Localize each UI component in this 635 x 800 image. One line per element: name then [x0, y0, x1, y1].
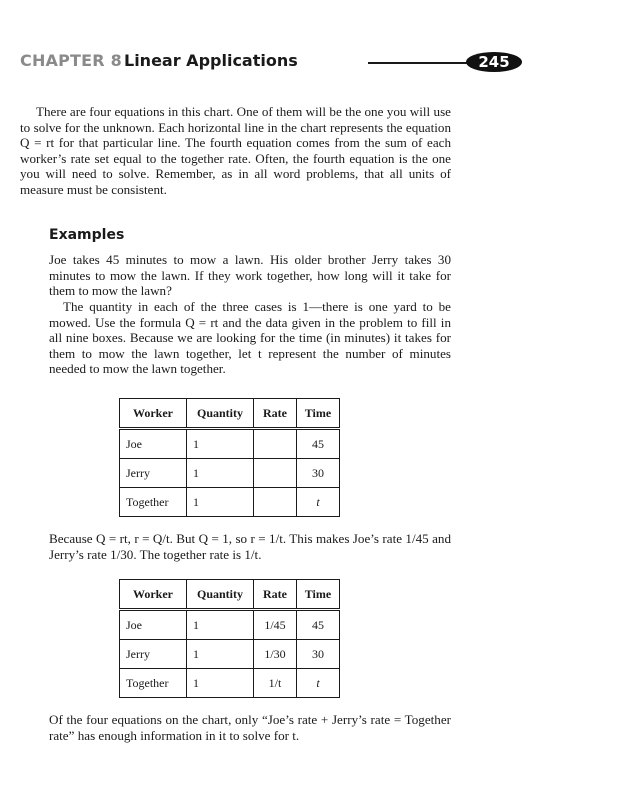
- setup-paragraph: The quantity in each of the three cases is 1—there is one yard to be mowed. Use the formula Q = rt and the data given in the problem to fill in all nine boxes. Because we are looking for the time (in minutes) it takes for them to mow the lawn together, let t represent the number of minutes needed to mow the lawn together.: [49, 299, 451, 377]
- cell-quantity: 1: [187, 669, 254, 698]
- table-row: [120, 669, 340, 698]
- header-rule: [368, 62, 472, 64]
- table-row: [120, 488, 340, 517]
- header-rate: Rate: [254, 399, 297, 429]
- cell-worker: Jerry: [120, 459, 187, 488]
- cell-rate: 1/45: [254, 610, 297, 640]
- cell-rate: 1/t: [254, 669, 297, 698]
- table-row: [120, 640, 340, 669]
- cell-time: 30: [297, 640, 340, 669]
- table-row: [120, 459, 340, 488]
- page-number: 245: [466, 52, 522, 72]
- cell-worker: Jerry: [120, 640, 187, 669]
- cell-worker: Together: [120, 488, 187, 517]
- cell-time: [297, 488, 340, 517]
- intro-paragraph: There are four equations in this chart. One of them will be the one you will use to solve for the unknown. Each horizontal line in the chart represents the equation Q = rt for that particular line. The fourth equation comes from the sum of each worker’s rate set equal to the together rate. Often, the fourth equation is the one you will need to solve. Remember, as in all word problems, that all units of measure must be consistent.: [20, 104, 451, 197]
- cell-time: 30: [297, 459, 340, 488]
- cell-rate: 1/30: [254, 640, 297, 669]
- header-worker: Worker: [120, 580, 187, 610]
- cell-rate: [254, 459, 297, 488]
- cell-quantity: 1: [187, 459, 254, 488]
- table-row: [120, 610, 340, 640]
- work-chart-2: [119, 579, 340, 698]
- cell-quantity: 1: [187, 640, 254, 669]
- time-variable: t: [316, 494, 320, 509]
- header-quantity: Quantity: [187, 399, 254, 429]
- chapter-label: CHAPTER 8: [20, 51, 122, 70]
- conclusion-paragraph: Of the four equations on the chart, only “Joe’s rate + Jerry’s rate = Together rate” has enough information in it to solve for t.: [49, 712, 451, 743]
- chapter-title: Linear Applications: [124, 51, 298, 70]
- cell-time: 45: [297, 429, 340, 459]
- cell-worker: Joe: [120, 429, 187, 459]
- cell-worker: Together: [120, 669, 187, 698]
- header-worker: Worker: [120, 399, 187, 429]
- work-chart-1: [119, 398, 340, 517]
- cell-quantity: 1: [187, 488, 254, 517]
- rate-paragraph: Because Q = rt, r = Q/t. But Q = 1, so r = 1/t. This makes Joe’s rate 1/45 and Jerry’s rate 1/30. The together rate is 1/t.: [49, 531, 451, 562]
- header-quantity: Quantity: [187, 580, 254, 610]
- cell-time: 45: [297, 610, 340, 640]
- cell-quantity: 1: [187, 610, 254, 640]
- time-variable: t: [316, 675, 320, 690]
- page-header: [20, 51, 522, 75]
- problem-paragraph: Joe takes 45 minutes to mow a lawn. His older brother Jerry takes 30 minutes to mow the lawn. If they work together, how long will it take for them to mow the lawn?: [49, 252, 451, 299]
- table-header-row: [120, 580, 340, 610]
- header-rate: Rate: [254, 580, 297, 610]
- table-row: [120, 429, 340, 459]
- cell-worker: Joe: [120, 610, 187, 640]
- examples-heading: Examples: [49, 227, 125, 243]
- cell-rate: [254, 429, 297, 459]
- header-time: Time: [297, 580, 340, 610]
- cell-rate: [254, 488, 297, 517]
- header-time: Time: [297, 399, 340, 429]
- table-header-row: [120, 399, 340, 429]
- cell-time: [297, 669, 340, 698]
- cell-quantity: 1: [187, 429, 254, 459]
